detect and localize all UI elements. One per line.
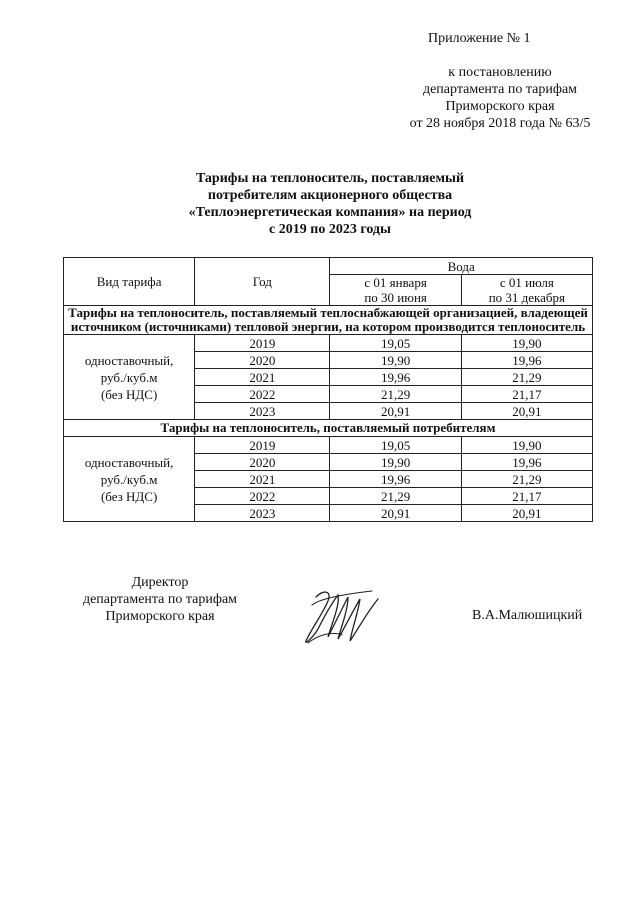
- signatory-name: В.А.Малюшицкий: [472, 608, 583, 623]
- year-cell: 2021: [195, 471, 330, 488]
- rate-cell: 21,17: [461, 386, 592, 403]
- year-cell: 2020: [195, 352, 330, 369]
- title-line: потребителям акционерного общества: [207, 188, 453, 203]
- appendix-header: [380, 30, 620, 132]
- tariff-type-line: руб./куб.м: [100, 471, 158, 487]
- rate-cell: 19,90: [461, 335, 592, 352]
- year-cell: 2021: [195, 369, 330, 386]
- rate-cell: 20,91: [461, 403, 592, 420]
- appendix-line: от 28 ноября 2018 года № 63/5: [409, 116, 591, 131]
- year-cell: 2020: [195, 454, 330, 471]
- header-period-2: [461, 275, 592, 306]
- rate-cell: 19,96: [330, 369, 461, 386]
- header-tariff-type: Вид тарифа: [64, 258, 195, 306]
- tariff-type-cell: [64, 437, 195, 522]
- rate-cell: 19,96: [330, 471, 461, 488]
- rate-cell: 19,96: [461, 352, 592, 369]
- year-cell: 2022: [195, 386, 330, 403]
- rate-cell: 20,91: [330, 403, 461, 420]
- header-period-2-to: по 31 декабря: [488, 290, 566, 305]
- tariff-type-line: (без НДС): [100, 386, 158, 402]
- year-cell: 2019: [195, 335, 330, 352]
- tariff-type-line: (без НДС): [100, 488, 158, 504]
- appendix-number: Приложение № 1: [428, 31, 531, 46]
- rate-cell: 19,05: [330, 335, 461, 352]
- appendix-line: Приморского края: [445, 99, 555, 114]
- rate-cell: 21,29: [330, 386, 461, 403]
- rate-cell: 19,90: [461, 437, 592, 454]
- rate-cell: 21,29: [461, 369, 592, 386]
- section-title: Тарифы на теплоноситель, поставляемый теплоснабжающей организацией, владеющей источником (источниками) тепловой энергии, на котором производится теплоноситель: [64, 306, 593, 335]
- rate-cell: 19,90: [330, 454, 461, 471]
- title-line: «Теплоэнергетическая компания» на период: [188, 205, 472, 220]
- tariff-table: [63, 257, 593, 522]
- rate-cell: 20,91: [330, 505, 461, 522]
- position-line: департамента по тарифам: [82, 592, 238, 607]
- appendix-line: к постановлению: [448, 65, 552, 80]
- appendix-line: департамента по тарифам: [422, 82, 578, 97]
- header-period-1: [330, 275, 461, 306]
- tariff-type-cell: [64, 335, 195, 420]
- tariff-type-line: руб./куб.м: [100, 369, 158, 385]
- title-line: с 2019 по 2023 годы: [269, 222, 391, 237]
- year-cell: 2019: [195, 437, 330, 454]
- header-year: Год: [195, 258, 330, 306]
- header-period-1-from: с 01 января: [364, 275, 427, 290]
- year-cell: 2023: [195, 403, 330, 420]
- position-line: Приморского края: [105, 609, 215, 624]
- rate-cell: 21,29: [330, 488, 461, 505]
- document-title: [160, 170, 500, 238]
- rate-cell: 19,96: [461, 454, 592, 471]
- tariff-type-line: одноставочный,: [84, 352, 174, 368]
- rate-cell: 20,91: [461, 505, 592, 522]
- rate-cell: 21,17: [461, 488, 592, 505]
- tariff-type-line: одноставочный,: [84, 454, 174, 470]
- rate-cell: 19,05: [330, 437, 461, 454]
- year-cell: 2023: [195, 505, 330, 522]
- rate-cell: 19,90: [330, 352, 461, 369]
- position-line: Директор: [131, 575, 189, 590]
- year-cell: 2022: [195, 488, 330, 505]
- handwritten-signature: [298, 585, 388, 647]
- signatory-position: [60, 574, 260, 625]
- title-line: Тарифы на теплоноситель, поставляемый: [195, 171, 465, 186]
- header-period-2-from: с 01 июля: [499, 275, 554, 290]
- rate-cell: 21,29: [461, 471, 592, 488]
- header-period-1-to: по 30 июня: [364, 290, 427, 305]
- header-water: Вода: [330, 258, 593, 275]
- section-title: Тарифы на теплоноситель, поставляемый потребителям: [64, 420, 593, 437]
